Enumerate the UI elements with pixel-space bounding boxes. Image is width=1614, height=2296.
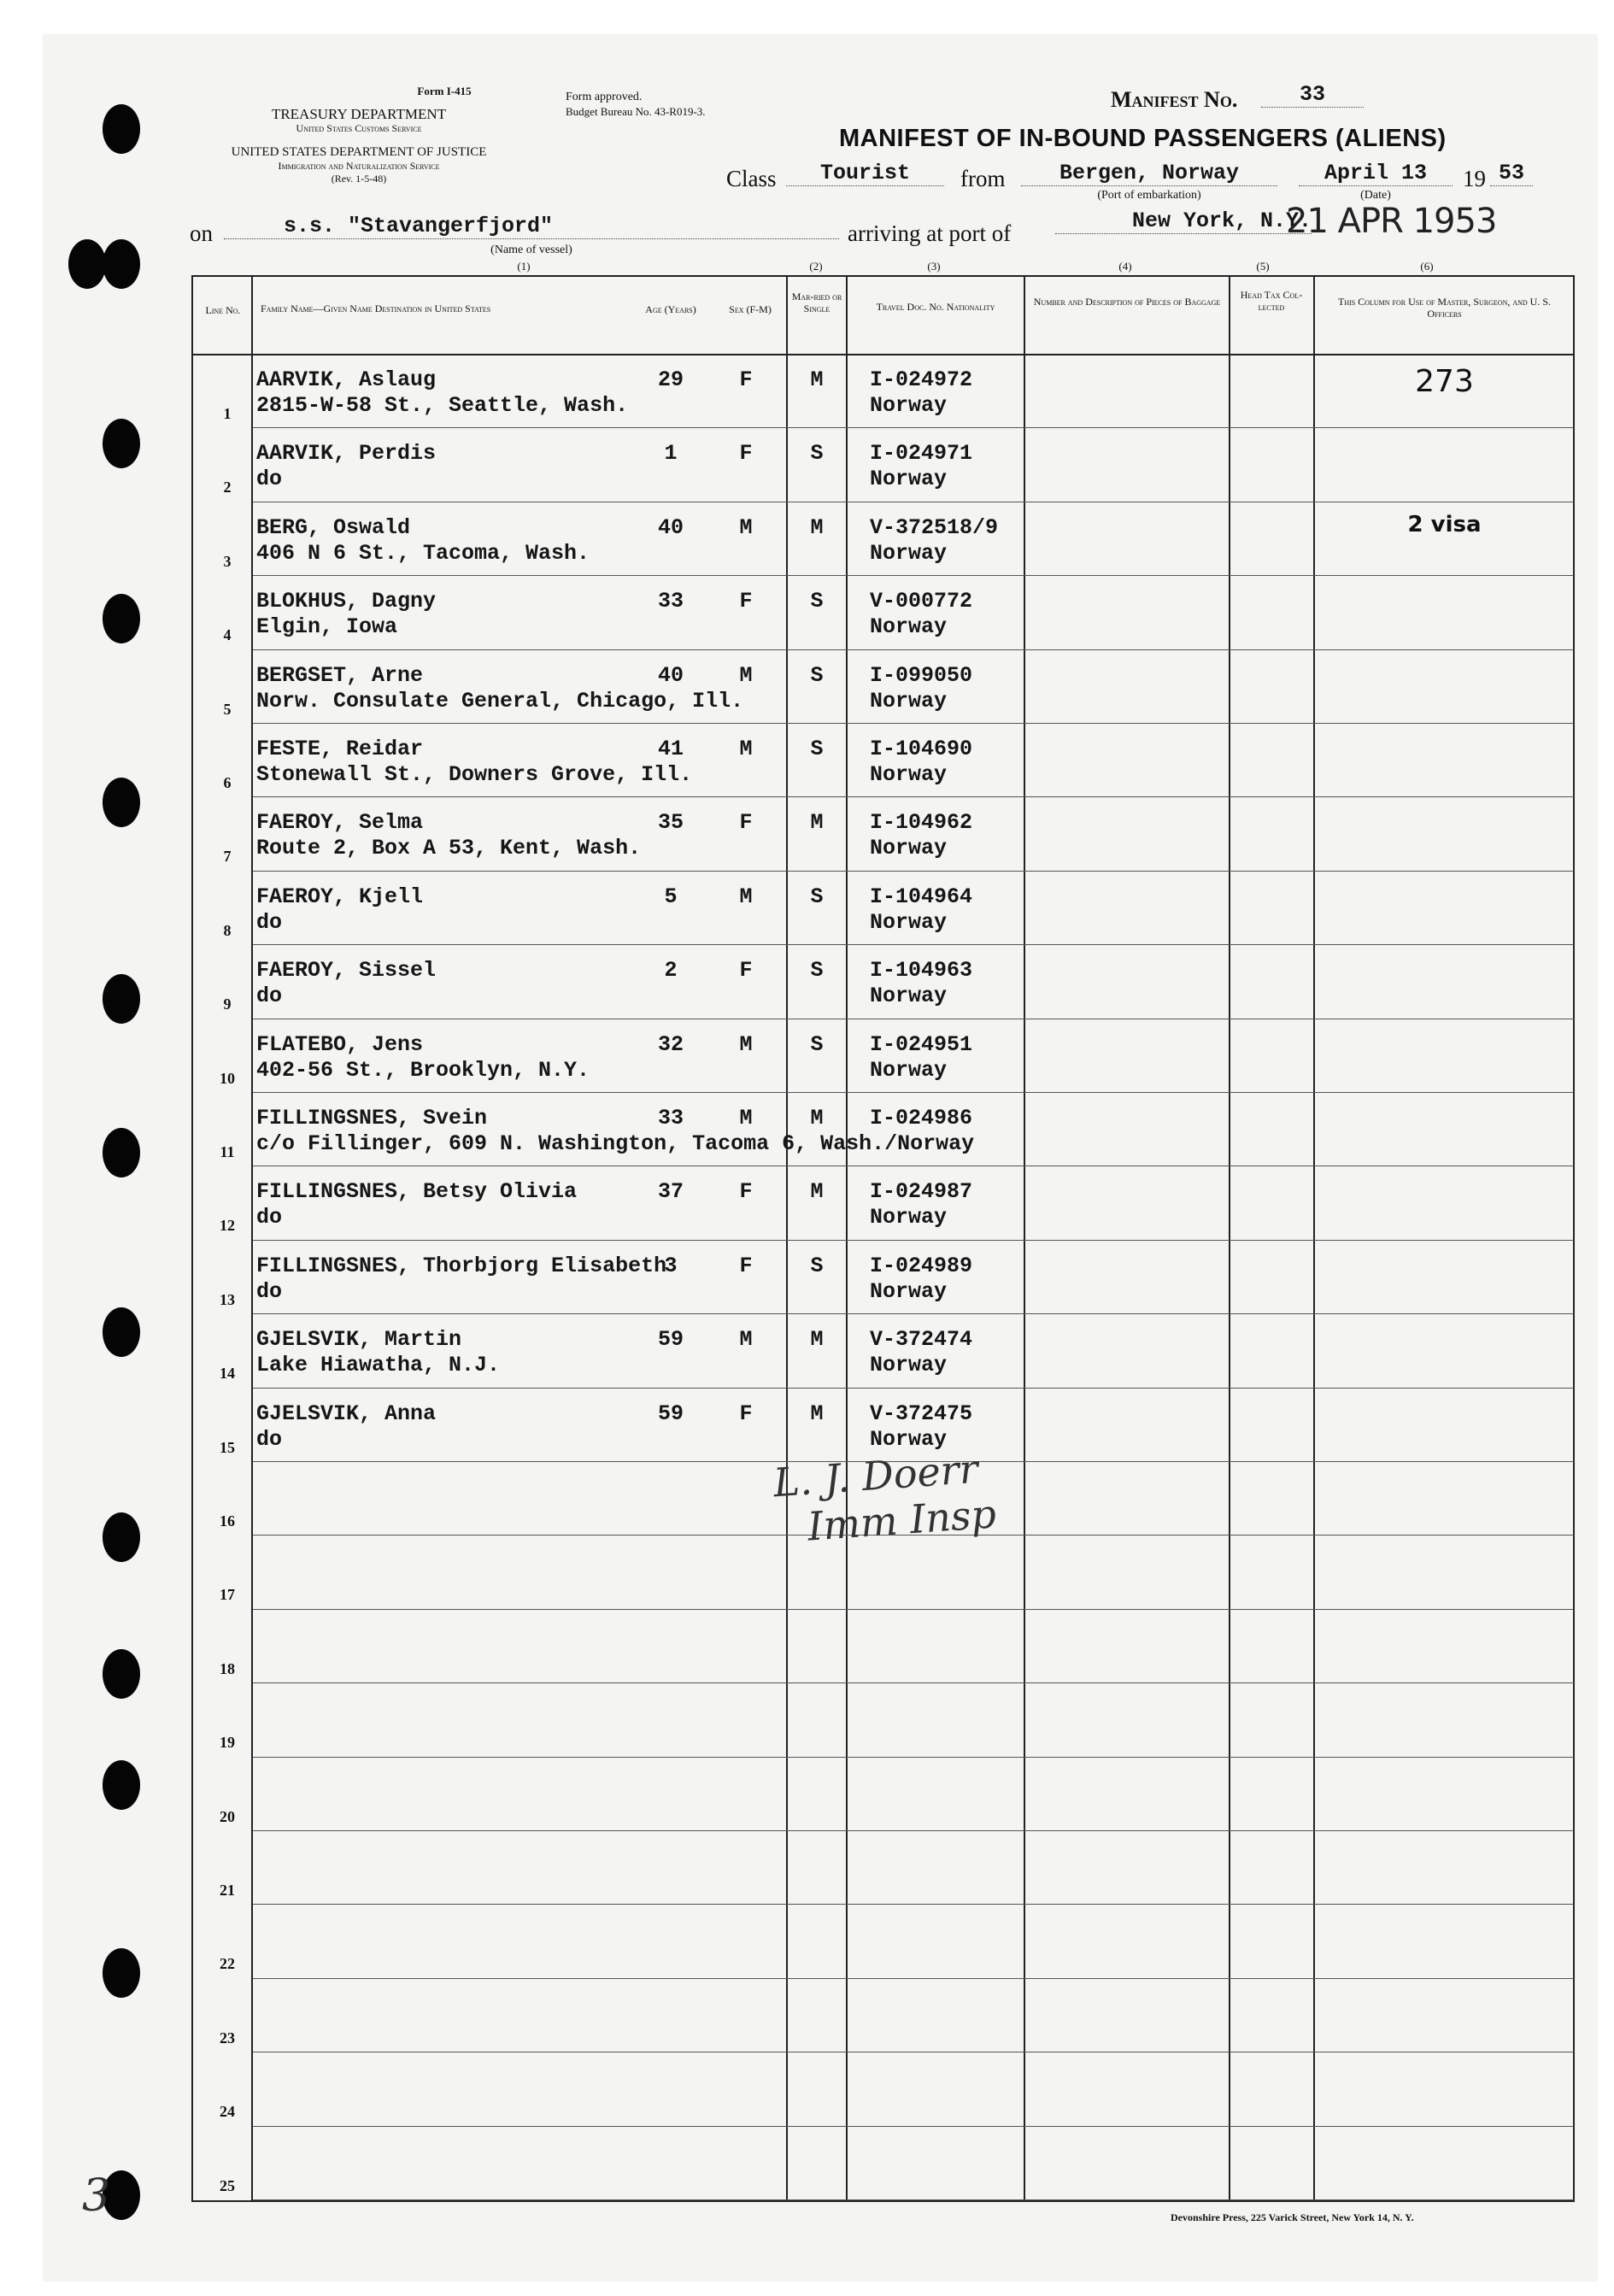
sex: F bbox=[739, 367, 753, 392]
row-divider bbox=[253, 796, 1574, 797]
travel-doc-number: I-024987 bbox=[870, 1179, 973, 1205]
line-number: 8 bbox=[223, 921, 232, 939]
line-number: 18 bbox=[220, 1659, 235, 1677]
passenger-name: GJELSVIK, Anna bbox=[256, 1401, 437, 1426]
nationality: Norway bbox=[870, 540, 948, 566]
row-divider bbox=[253, 575, 1574, 576]
destination: Norw. Consulate General, Chicago, Ill. bbox=[256, 688, 744, 713]
age: 1 bbox=[664, 441, 678, 467]
nationality: Norway bbox=[870, 984, 948, 1009]
line-number: 22 bbox=[220, 1955, 235, 1973]
form-number: Form I-415 bbox=[417, 85, 472, 97]
row-divider bbox=[253, 1904, 1574, 1905]
travel-doc-number: I-104690 bbox=[870, 737, 973, 761]
date-caption: (Date) bbox=[1360, 189, 1391, 202]
column-number: (2) bbox=[809, 260, 823, 273]
line-number: 16 bbox=[220, 1512, 235, 1530]
treasury-dept: TREASURY DEPARTMENT bbox=[271, 106, 447, 122]
nationality: Norway bbox=[870, 1426, 948, 1452]
line-number: 13 bbox=[220, 1290, 235, 1308]
binder-hole bbox=[103, 1307, 140, 1357]
nationality: Norway bbox=[870, 1278, 948, 1304]
age: 59 bbox=[657, 1327, 684, 1353]
travel-doc-number: I-024989 bbox=[870, 1253, 973, 1278]
passenger-name: FESTE, Reidar bbox=[256, 737, 424, 761]
travel-doc-number: V-000772 bbox=[870, 589, 973, 614]
row-divider bbox=[253, 1978, 1574, 1979]
sex: M bbox=[739, 1327, 753, 1353]
travel-doc-number: I-099050 bbox=[870, 662, 973, 688]
header-head-tax: Head Tax Col-lected bbox=[1240, 289, 1303, 313]
justice-dept: UNITED STATES DEPARTMENT OF JUSTICE bbox=[231, 145, 487, 159]
marital-status: S bbox=[810, 884, 824, 909]
header-sex: Sex (F-M) bbox=[729, 303, 772, 315]
column-number: (3) bbox=[927, 260, 941, 273]
line-number: 4 bbox=[223, 626, 232, 644]
passenger-name: BERGSET, Arne bbox=[256, 662, 424, 688]
line-number: 10 bbox=[220, 1069, 235, 1087]
marital-status: M bbox=[810, 1106, 824, 1130]
line-number: 2 bbox=[223, 479, 232, 496]
row-divider bbox=[253, 1609, 1574, 1610]
destination: Route 2, Box A 53, Kent, Wash. bbox=[256, 836, 642, 861]
marital-status: S bbox=[810, 1253, 824, 1278]
sex: M bbox=[739, 884, 753, 909]
sex: F bbox=[739, 958, 753, 984]
travel-doc-number: V-372475 bbox=[870, 1401, 973, 1426]
marital-status: S bbox=[810, 958, 824, 984]
marital-status: S bbox=[810, 589, 824, 614]
line-number: 3 bbox=[223, 552, 232, 570]
binder-hole bbox=[103, 1948, 140, 1998]
port-of-embarkation: Bergen, Norway bbox=[1021, 161, 1277, 186]
destination: Elgin, Iowa bbox=[256, 614, 398, 640]
header-name: Family Name—Given Name Destination in United States bbox=[261, 302, 491, 314]
travel-doc-number: V-372518/9 bbox=[870, 514, 999, 540]
destination: do bbox=[256, 984, 283, 1009]
line-number: 21 bbox=[220, 1882, 235, 1899]
header-travel-doc: Travel Doc. No. Nationality bbox=[876, 301, 995, 313]
line-number: 7 bbox=[223, 848, 232, 866]
departure-date: April 13 bbox=[1299, 161, 1453, 186]
sex: F bbox=[739, 1179, 753, 1205]
binder-hole bbox=[103, 1649, 140, 1699]
row-divider bbox=[253, 1830, 1574, 1831]
nationality: Norway bbox=[870, 614, 948, 640]
officer-note: 273 bbox=[1415, 364, 1474, 399]
line-number: 23 bbox=[220, 2029, 235, 2046]
sex: M bbox=[739, 514, 753, 540]
line-number: 15 bbox=[220, 1438, 235, 1456]
marital-status: M bbox=[810, 367, 824, 392]
destination: do bbox=[256, 1426, 283, 1452]
nationality: Norway bbox=[870, 467, 948, 492]
age: 37 bbox=[657, 1179, 684, 1205]
marital-status: M bbox=[810, 514, 824, 540]
line-number: 6 bbox=[223, 774, 232, 791]
passenger-name: FILLINGSNES, Svein bbox=[256, 1106, 488, 1130]
binder-hole bbox=[103, 1128, 140, 1177]
line-number: 25 bbox=[220, 2176, 235, 2194]
row-divider bbox=[253, 649, 1574, 650]
passenger-name: GJELSVIK, Martin bbox=[256, 1327, 462, 1353]
age: 2 bbox=[664, 958, 678, 984]
port-caption: (Port of embarkation) bbox=[1097, 189, 1201, 202]
destination: do bbox=[256, 1278, 283, 1304]
destination: do bbox=[256, 1205, 283, 1230]
binder-hole bbox=[103, 419, 140, 468]
sex: M bbox=[739, 1031, 753, 1057]
revision: (Rev. 1-5-48) bbox=[331, 173, 387, 185]
destination: do bbox=[256, 909, 283, 935]
header-officers: This Column for Use of Master, Surgeon, and U. S. Officers bbox=[1337, 296, 1552, 320]
on-label: on bbox=[190, 220, 213, 246]
row-divider bbox=[253, 944, 1574, 945]
marital-status: M bbox=[810, 1179, 824, 1205]
destination: 402-56 St., Brooklyn, N.Y. bbox=[256, 1057, 590, 1083]
sex: F bbox=[739, 1253, 753, 1278]
destination: Stonewall St., Downers Grove, Ill. bbox=[256, 762, 693, 787]
column-number: (6) bbox=[1420, 260, 1434, 273]
age: 33 bbox=[657, 589, 684, 614]
sex: F bbox=[739, 1401, 753, 1426]
from-label: from bbox=[960, 166, 1006, 191]
budget-bureau: Budget Bureau No. 43-R019-3. bbox=[566, 105, 706, 118]
row-divider bbox=[253, 1682, 1574, 1683]
binder-hole bbox=[103, 104, 140, 154]
marital-status: S bbox=[810, 1031, 824, 1057]
destination: 2815-W-58 St., Seattle, Wash. bbox=[256, 393, 629, 418]
row-divider bbox=[253, 1388, 1574, 1389]
line-number: 12 bbox=[220, 1217, 235, 1235]
passenger-name: BERG, Oswald bbox=[256, 514, 411, 540]
destination: 406 N 6 St., Tacoma, Wash. bbox=[256, 540, 590, 566]
year-suffix: 53 bbox=[1490, 161, 1533, 186]
arriving-label: arriving at port of bbox=[848, 220, 1012, 246]
travel-doc-number: I-024972 bbox=[870, 367, 973, 392]
sex: F bbox=[739, 441, 753, 467]
binder-hole bbox=[103, 239, 140, 289]
passenger-name: AARVIK, Perdis bbox=[256, 441, 437, 467]
header-baggage: Number and Description of Pieces of Baggage bbox=[1033, 296, 1221, 308]
marital-status: M bbox=[810, 1401, 824, 1426]
header-line-no: Line No. bbox=[205, 304, 241, 316]
age: 40 bbox=[657, 662, 684, 688]
officer-note: 2 visa bbox=[1407, 511, 1482, 537]
passenger-name: FILLINGSNES, Thorbjorg Elisabeth bbox=[256, 1253, 667, 1278]
row-divider bbox=[253, 2199, 1574, 2200]
page-title: MANIFEST OF IN-BOUND PASSENGERS (ALIENS) bbox=[839, 125, 1447, 152]
marital-status: S bbox=[810, 662, 824, 688]
column-number: (5) bbox=[1256, 260, 1270, 273]
passenger-name: FAEROY, Selma bbox=[256, 810, 424, 836]
arrival-date-stamp: 21 APR 1953 bbox=[1286, 202, 1497, 241]
row-divider bbox=[253, 2126, 1574, 2127]
margin-note: 3 bbox=[82, 2170, 111, 2222]
age: 41 bbox=[657, 737, 684, 761]
line-number: 14 bbox=[220, 1365, 235, 1383]
inspector-title: Imm Insp bbox=[806, 1490, 998, 1550]
inspector-signature: L. J. Doerr bbox=[772, 1445, 980, 1506]
travel-doc-number: I-104964 bbox=[870, 884, 973, 909]
line-number: 11 bbox=[220, 1143, 235, 1160]
line-number: 19 bbox=[220, 1734, 235, 1752]
age: 29 bbox=[657, 367, 684, 392]
nationality: Norway bbox=[870, 909, 948, 935]
immigration-service: Immigration and Naturalization Service bbox=[278, 160, 440, 172]
customs-service: United States Customs Service bbox=[296, 122, 422, 134]
age: 40 bbox=[657, 514, 684, 540]
line-number: 1 bbox=[223, 405, 232, 422]
nationality: Norway bbox=[870, 1353, 948, 1378]
age: 5 bbox=[664, 884, 678, 909]
passenger-name: BLOKHUS, Dagny bbox=[256, 589, 437, 614]
destination: do bbox=[256, 467, 283, 492]
nationality: Norway bbox=[870, 836, 948, 861]
nationality: Norway bbox=[870, 1205, 948, 1230]
binder-hole bbox=[103, 594, 140, 643]
column-number: (1) bbox=[517, 260, 531, 273]
passenger-name: FILLINGSNES, Betsy Olivia bbox=[256, 1179, 578, 1205]
header-married: Mar-ried or Single bbox=[791, 291, 842, 314]
line-number: 20 bbox=[220, 1807, 235, 1825]
age: 35 bbox=[657, 810, 684, 836]
marital-status: M bbox=[810, 1327, 824, 1353]
travel-doc-number: I-104962 bbox=[870, 810, 973, 836]
line-number: 17 bbox=[220, 1586, 235, 1604]
marital-status: S bbox=[810, 737, 824, 761]
binder-hole bbox=[103, 1760, 140, 1810]
class-label: Class bbox=[726, 166, 777, 191]
form-approved: Form approved. bbox=[566, 91, 643, 103]
sex: M bbox=[739, 1106, 753, 1130]
passenger-name: AARVIK, Aslaug bbox=[256, 367, 437, 392]
passenger-name: FAEROY, Sissel bbox=[256, 958, 437, 984]
marital-status: S bbox=[810, 441, 824, 467]
destination: Lake Hiawatha, N.J. bbox=[256, 1353, 501, 1378]
nationality: Norway bbox=[870, 688, 948, 713]
age: 32 bbox=[657, 1031, 684, 1057]
passenger-name: FLATEBO, Jens bbox=[256, 1031, 424, 1057]
sex: F bbox=[739, 589, 753, 614]
travel-doc-number: I-024971 bbox=[870, 441, 973, 467]
manifest-label: Manifest No. bbox=[1111, 87, 1238, 112]
header-age: Age (Years) bbox=[645, 303, 696, 315]
travel-doc-number: V-372474 bbox=[870, 1327, 973, 1353]
row-divider bbox=[253, 871, 1574, 872]
age: 3 bbox=[664, 1253, 678, 1278]
year-prefix: 19 bbox=[1463, 166, 1486, 191]
arrival-port: New York, N.Y. bbox=[1055, 208, 1312, 234]
vessel-name: s.s. "Stavangerfjord" bbox=[224, 214, 839, 239]
class-value: Tourist bbox=[786, 161, 944, 186]
vessel-caption: (Name of vessel) bbox=[490, 244, 572, 256]
sex: M bbox=[739, 662, 753, 688]
passenger-name: FAEROY, Kjell bbox=[256, 884, 424, 909]
binder-hole bbox=[103, 974, 140, 1024]
age: 59 bbox=[657, 1401, 684, 1426]
row-divider bbox=[253, 723, 1574, 724]
binder-hole bbox=[103, 1512, 140, 1562]
travel-doc-number: I-104963 bbox=[870, 958, 973, 984]
line-number: 5 bbox=[223, 700, 232, 718]
nationality: Norway bbox=[870, 393, 948, 418]
column-number: (4) bbox=[1118, 260, 1132, 273]
printer-imprint: Devonshire Press, 225 Varick Street, New York 14, N. Y. bbox=[1171, 2211, 1414, 2223]
line-number: 9 bbox=[223, 995, 232, 1013]
sex: F bbox=[739, 810, 753, 836]
nationality: Norway bbox=[870, 762, 948, 787]
sex: M bbox=[739, 737, 753, 761]
row-divider bbox=[253, 1757, 1574, 1758]
travel-doc-number: I-024951 bbox=[870, 1031, 973, 1057]
row-divider bbox=[253, 1313, 1574, 1314]
row-divider bbox=[253, 427, 1574, 428]
binder-hole bbox=[68, 239, 106, 289]
nationality: Norway bbox=[870, 1057, 948, 1083]
age: 33 bbox=[657, 1106, 684, 1130]
row-divider bbox=[253, 1240, 1574, 1241]
row-divider bbox=[253, 1092, 1574, 1093]
line-number: 24 bbox=[220, 2103, 235, 2121]
manifest-number: 33 bbox=[1261, 82, 1364, 108]
binder-hole bbox=[103, 778, 140, 827]
destination: c/o Fillinger, 609 N. Washington, Tacoma 6, Wash./Norway bbox=[256, 1131, 975, 1156]
travel-doc-number: I-024986 bbox=[870, 1106, 973, 1130]
marital-status: M bbox=[810, 810, 824, 836]
